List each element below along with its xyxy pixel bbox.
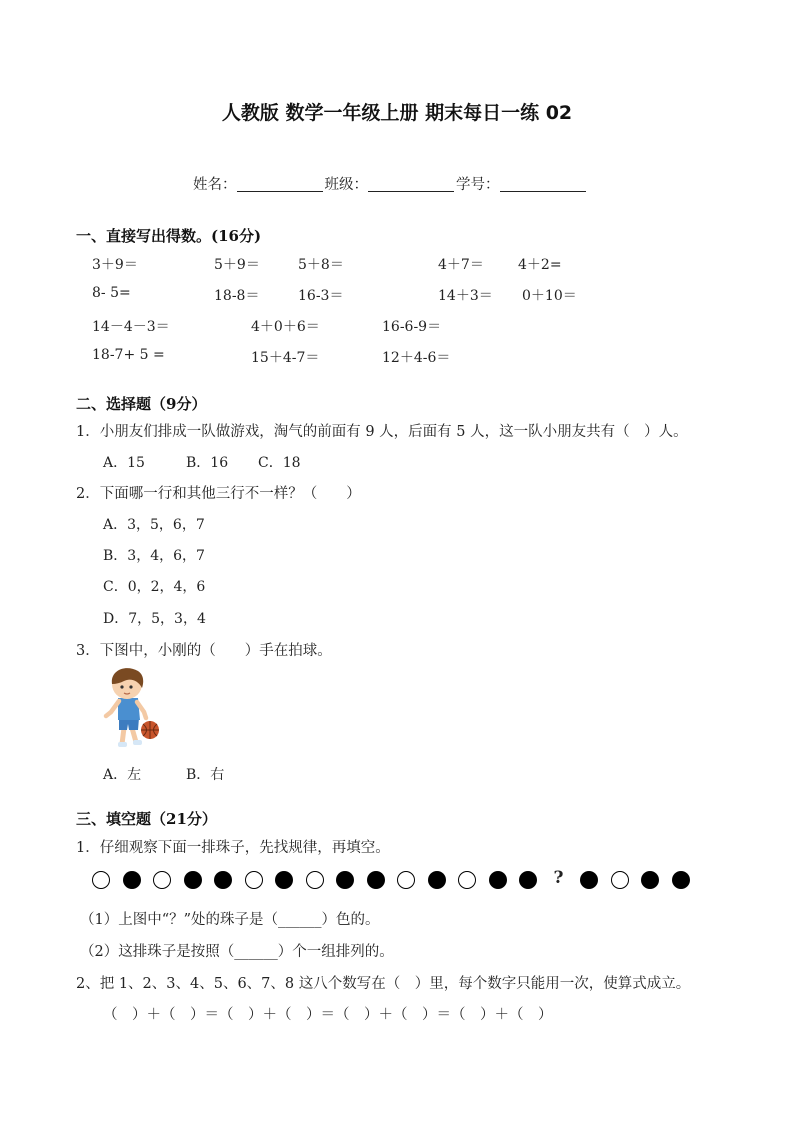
student-info xyxy=(193,173,588,194)
option[interactable]: B．3，4，6，7 xyxy=(103,548,205,564)
class-label: 班级： xyxy=(324,177,368,193)
bead-question-mark: ? xyxy=(553,868,564,888)
calc-item: 14＋3＝ xyxy=(438,288,493,304)
option[interactable]: C．0，2，4，6 xyxy=(103,579,206,595)
option[interactable]: C．18 xyxy=(258,455,301,471)
black-bead xyxy=(367,871,385,889)
boy-dribbling-ball-illustration xyxy=(98,666,166,750)
option[interactable]: A．左 xyxy=(103,767,142,783)
name-blank[interactable] xyxy=(237,177,323,192)
white-bead xyxy=(458,871,476,889)
black-bead xyxy=(123,871,141,889)
black-bead xyxy=(580,871,598,889)
option[interactable]: B．16 xyxy=(186,455,229,471)
id-label: 学号： xyxy=(456,177,500,193)
black-bead xyxy=(214,871,232,889)
black-bead xyxy=(184,871,202,889)
calc-item: 8- 5= xyxy=(92,285,131,301)
calc-item: 5＋9＝ xyxy=(214,257,260,273)
black-bead xyxy=(275,871,293,889)
question-2-2: 2．下面哪一行和其他三行不一样？（ ） xyxy=(76,486,361,502)
white-bead xyxy=(397,871,415,889)
question-3-1-sub2: （2）这排珠子是按照（______）个一组排列的。 xyxy=(80,944,394,960)
option[interactable]: A．3，5，6，7 xyxy=(103,517,205,533)
class-blank[interactable] xyxy=(368,177,454,192)
white-bead xyxy=(92,871,110,889)
black-bead xyxy=(519,871,537,889)
section-2-heading: 二、选择题（9分） xyxy=(76,395,207,413)
equation: （ ）＋（ ）＝（ ）＋（ ）＝（ ）＋（ ）＝（ ）＋（ ） xyxy=(103,1007,553,1023)
calc-item: 0＋10＝ xyxy=(522,288,577,304)
question-3-2: 2、把 1、2、3、4、5、6、7、8 这八个数写在（ ）里，每个数字只能用一次，使算式成立。 xyxy=(76,976,691,992)
calc-item: 15＋4-7＝ xyxy=(251,350,320,366)
calc-item: 18-7+ 5 = xyxy=(92,347,165,363)
black-bead xyxy=(489,871,507,889)
question-2-3: 3．下图中，小刚的（ ）手在拍球。 xyxy=(76,643,332,659)
calc-item: 4＋7＝ xyxy=(438,257,484,273)
question-3-1-sub1: （1）上图中“？”处的珠子是（______）色的。 xyxy=(80,912,380,928)
calc-item: 14－4－3＝ xyxy=(92,319,170,335)
calc-item: 12＋4-6＝ xyxy=(382,350,451,366)
black-bead xyxy=(336,871,354,889)
bead-row xyxy=(92,868,702,891)
id-blank[interactable] xyxy=(500,177,586,192)
white-bead xyxy=(306,871,324,889)
name-label: 姓名： xyxy=(193,177,237,193)
calc-item: 16-6-9＝ xyxy=(382,319,442,335)
option[interactable]: A．15 xyxy=(103,455,145,471)
option[interactable]: B．右 xyxy=(186,767,225,783)
white-bead xyxy=(611,871,629,889)
calc-item: 18-8＝ xyxy=(214,288,260,304)
option[interactable]: D．7，5，3，4 xyxy=(103,611,206,627)
question-2-1: 1．小朋友们排成一队做游戏，淘气的前面有 9 人，后面有 5 人，这一队小朋友共有（ ）人。 xyxy=(76,424,688,440)
section-3-heading: 三、填空题（21分） xyxy=(76,810,217,828)
page-title: 人教版 数学一年级上册 期末每日一练 02 xyxy=(221,102,573,124)
white-bead xyxy=(153,871,171,889)
calc-item: 16-3＝ xyxy=(298,288,344,304)
calc-item: 3＋9＝ xyxy=(92,257,138,273)
white-bead xyxy=(245,871,263,889)
section-1-heading: 一、直接写出得数。(16分) xyxy=(76,227,262,245)
calc-item: 4＋0＋6＝ xyxy=(251,319,320,335)
calc-item: 5＋8＝ xyxy=(298,257,344,273)
black-bead xyxy=(641,871,659,889)
black-bead xyxy=(428,871,446,889)
question-3-1: 1．仔细观察下面一排珠子，先找规律，再填空。 xyxy=(76,840,390,856)
calc-item: 4＋2= xyxy=(518,257,562,273)
black-bead xyxy=(672,871,690,889)
